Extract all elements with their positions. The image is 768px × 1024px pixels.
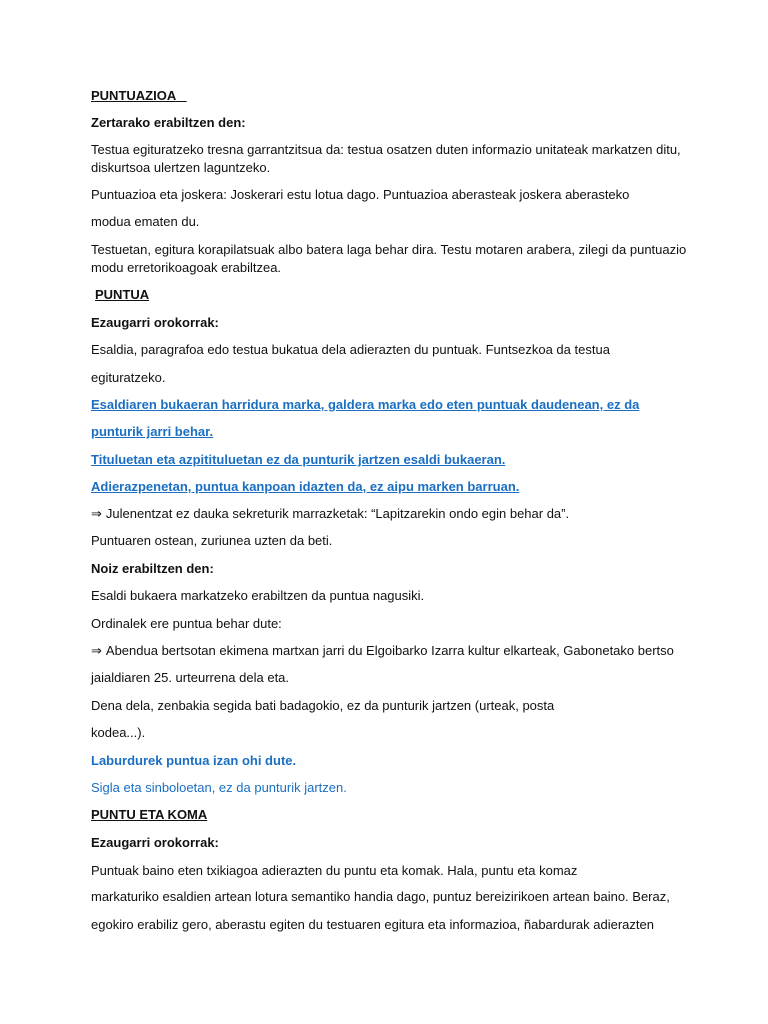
blue-note-bold: Laburdurek puntua izan ohi dute. bbox=[91, 753, 297, 768]
link-rule-tituluetan[interactable]: Tituluetan eta azpitituluetan ez da punturik jartzen esaldi bukaeran. bbox=[91, 452, 506, 467]
link-rule-harridura-cont[interactable]: punturik jarri behar. bbox=[91, 424, 214, 439]
paragraph-line: diskurtsoa ulertzen laguntzeko. bbox=[91, 160, 271, 175]
section-title-puntuazioa: PUNTUAZIOA bbox=[91, 88, 176, 103]
paragraph-line: markaturiko esaldien artean lotura semantiko handia dago, puntuz bereizirikoen artean baino. Beraz, bbox=[91, 889, 670, 904]
heading-zertarako: Zertarako erabiltzen den: bbox=[91, 115, 246, 130]
paragraph-line: Puntuazioa eta joskera: Joskerari estu lotua dago. Puntuazioa aberasteak joskera aberasteko bbox=[91, 187, 630, 202]
paragraph-line: Esaldia, paragrafoa edo testua bukatua dela adierazten du puntuak. Funtsezkoa da testua bbox=[91, 342, 610, 357]
paragraph-line: modu erretorikoagoak erabiltzea. bbox=[91, 260, 282, 275]
blue-note: Sigla eta sinboloetan, ez da punturik jartzen. bbox=[91, 780, 347, 795]
paragraph-line: Testuetan, egitura korapilatsuak albo batera laga behar dira. Testu motaren arabera, zilegi da puntuazio bbox=[91, 242, 687, 257]
link-rule-adierazpenetan[interactable]: Adierazpenetan, puntua kanpoan idazten da, ez aipu marken barruan. bbox=[91, 479, 520, 494]
example-line: ⇒ Abendua bertsotan ekimena martxan jarri du Elgoibarko Izarra kultur elkarteak, Gabonetako bertso bbox=[91, 643, 674, 658]
paragraph-line: egokiro erabiliz gero, aberastu egiten du testuaren egitura eta informazioa, ñabardurak adierazten bbox=[91, 917, 654, 932]
paragraph-line: Ordinalek ere puntua behar dute: bbox=[91, 616, 282, 631]
paragraph-line: Dena dela, zenbakia segida bati badagokio, ez da punturik jartzen (urteak, posta bbox=[91, 698, 555, 713]
paragraph-line: Esaldi bukaera markatzeko erabiltzen da puntua nagusiki. bbox=[91, 588, 425, 603]
section-title-puntu-eta-koma: PUNTU ETA KOMA bbox=[91, 807, 208, 822]
example-line-cont: jaialdiaren 25. urteurrena dela eta. bbox=[91, 670, 290, 685]
link-rule-harridura[interactable]: Esaldiaren bukaeran harridura marka, galdera marka edo eten puntuak daudenean, ez da bbox=[91, 397, 640, 412]
paragraph-line: modua ematen du. bbox=[91, 214, 200, 229]
section-title-puntua: PUNTUA bbox=[95, 287, 150, 302]
paragraph-line: Testua egituratzeko tresna garrantzitsua da: testua osatzen duten informazio unitateak markatzen ditu, bbox=[91, 142, 681, 157]
paragraph-line: kodea...). bbox=[91, 725, 146, 740]
paragraph-line: Puntuak baino eten txikiagoa adierazten du puntu eta komak. Hala, puntu eta komaz bbox=[91, 863, 578, 878]
right-double-arrow-icon: ⇒ bbox=[91, 506, 102, 521]
heading-ezaugarri-orokorrak-2: Ezaugarri orokorrak: bbox=[91, 835, 219, 850]
right-double-arrow-icon: ⇒ bbox=[91, 643, 102, 658]
example-line: ⇒ Julenentzat ez dauka sekreturik marrazketak: “Lapitzarekin ondo egin behar da”. bbox=[91, 506, 570, 521]
heading-ezaugarri-orokorrak: Ezaugarri orokorrak: bbox=[91, 315, 219, 330]
heading-noiz: Noiz erabiltzen den: bbox=[91, 561, 214, 576]
paragraph-line: Puntuaren ostean, zuriunea uzten da beti. bbox=[91, 533, 333, 548]
paragraph-line: egituratzeko. bbox=[91, 370, 166, 385]
